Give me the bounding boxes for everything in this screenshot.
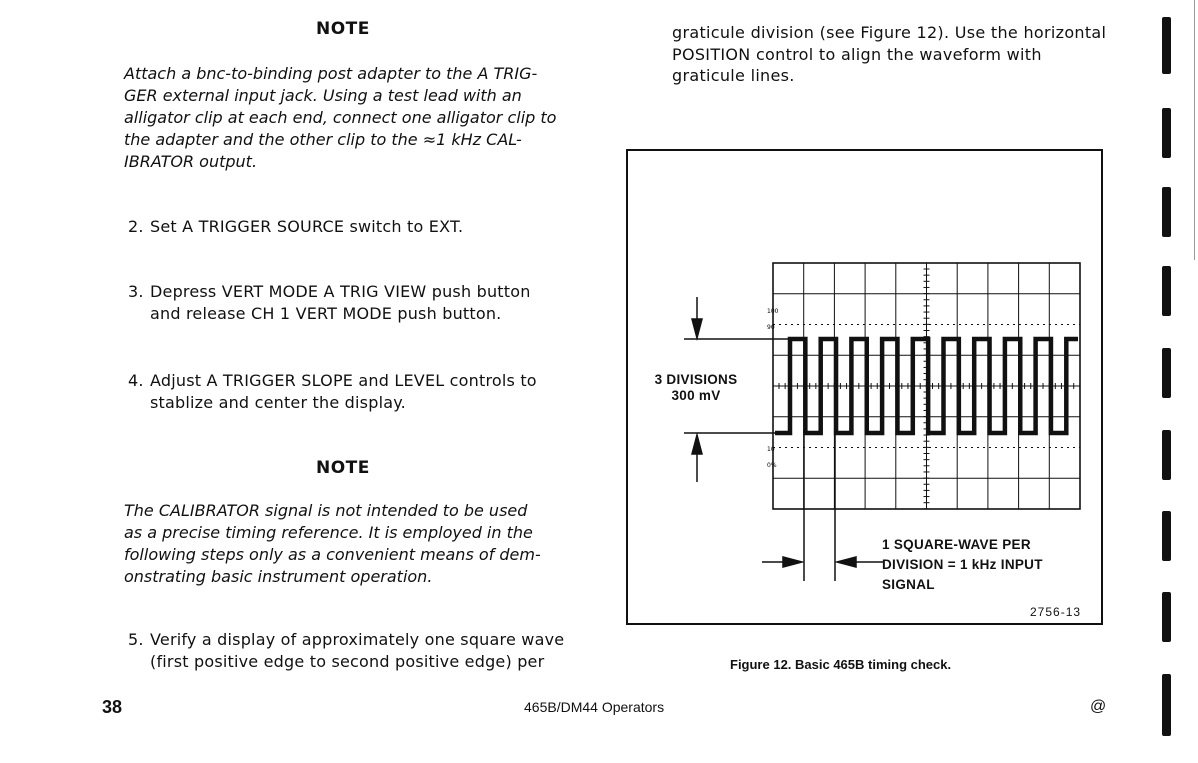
bottom-arrow-head	[692, 435, 702, 454]
mark-10: 10	[767, 446, 775, 453]
continuation-line: POSITION control to align the waveform with	[672, 44, 1042, 64]
note-1-line: IBRATOR output.	[124, 152, 258, 171]
note-1-line: alligator clip at each end, connect one alligator clip to	[124, 108, 557, 127]
margin-bar	[1162, 17, 1171, 74]
copyright-symbol: @	[1090, 698, 1107, 715]
step-text: Adjust A TRIGGER SLOPE and LEVEL controls to	[150, 371, 537, 390]
horizontal-label	[882, 535, 1043, 595]
step-number: 2.	[128, 217, 144, 236]
note-1-text	[124, 63, 564, 173]
margin-bar	[1162, 511, 1171, 561]
continuation-text	[672, 22, 1112, 87]
note-heading-1: NOTE	[316, 19, 370, 39]
step-number: 4.	[128, 371, 144, 390]
margin-bar	[1162, 430, 1171, 480]
margin-bar	[1162, 266, 1171, 316]
note-2-line: onstrating basic instrument operation.	[124, 567, 433, 586]
step-text: Depress VERT MODE A TRIG VIEW push button	[150, 282, 531, 301]
vertical-label	[648, 372, 744, 404]
continuation-line: graticule lines.	[672, 66, 795, 85]
horizontal-dimension	[762, 429, 884, 581]
top-arrow-head	[692, 319, 702, 338]
horizontal-label-line: SIGNAL	[882, 577, 935, 592]
step-number: 5.	[128, 630, 144, 649]
step-3	[128, 281, 598, 325]
note-2-line: as a precise timing reference. It is employed in the	[124, 523, 533, 542]
step-text: Verify a display of approximately one square wave	[150, 630, 565, 649]
note-2-text	[124, 500, 574, 588]
manual-title: 465B/DM44 Operators	[524, 699, 665, 715]
margin-bar	[1162, 187, 1171, 237]
margin-bar	[1162, 674, 1171, 736]
horizontal-label-line: DIVISION = 1 kHz INPUT	[882, 557, 1043, 572]
mark-90: 90	[767, 324, 775, 331]
figure-caption: Figure 12. Basic 465B timing check.	[730, 657, 952, 672]
mark-0: 0%	[767, 462, 777, 469]
step-text: stablize and center the display.	[150, 393, 406, 412]
step-text: and release CH 1 VERT MODE push button.	[150, 304, 502, 323]
note-2-line: The CALIBRATOR signal is not intended to be used	[124, 501, 528, 520]
note-1-line: GER external input jack. Using a test lead with an	[124, 86, 522, 105]
vertical-label-line-1: 3 DIVISIONS	[654, 372, 738, 387]
step-text: (first positive edge to second positive edge) per	[150, 652, 545, 671]
note-1-line: the adapter and the other clip to the ≈1 kHz CAL-	[124, 130, 522, 149]
horizontal-label-line: 1 SQUARE-WAVE PER	[882, 537, 1031, 552]
step-5	[128, 629, 598, 673]
step-number: 3.	[128, 282, 144, 301]
mark-100: 100	[767, 308, 779, 315]
page-number: 38	[102, 697, 123, 717]
vertical-label-line-2: 300 mV	[671, 388, 721, 403]
margin-bar	[1162, 348, 1171, 398]
right-arrow-head	[837, 557, 856, 567]
margin-bar	[1162, 592, 1171, 642]
note-2-line: following steps only as a convenient means of dem-	[124, 545, 541, 564]
margin-bar	[1162, 108, 1171, 158]
page-edge-line	[1194, 0, 1195, 260]
step-text: Set A TRIGGER SOURCE switch to EXT.	[150, 217, 464, 236]
step-2	[128, 216, 598, 238]
note-heading-2: NOTE	[316, 458, 370, 478]
note-1-line: Attach a bnc-to-binding post adapter to the A TRIG-	[124, 64, 538, 83]
figure-id: 2756-13	[1030, 605, 1082, 619]
step-4	[128, 370, 598, 414]
continuation-line: graticule division (see Figure 12). Use the horizontal	[672, 23, 1107, 42]
left-arrow-head	[783, 557, 802, 567]
